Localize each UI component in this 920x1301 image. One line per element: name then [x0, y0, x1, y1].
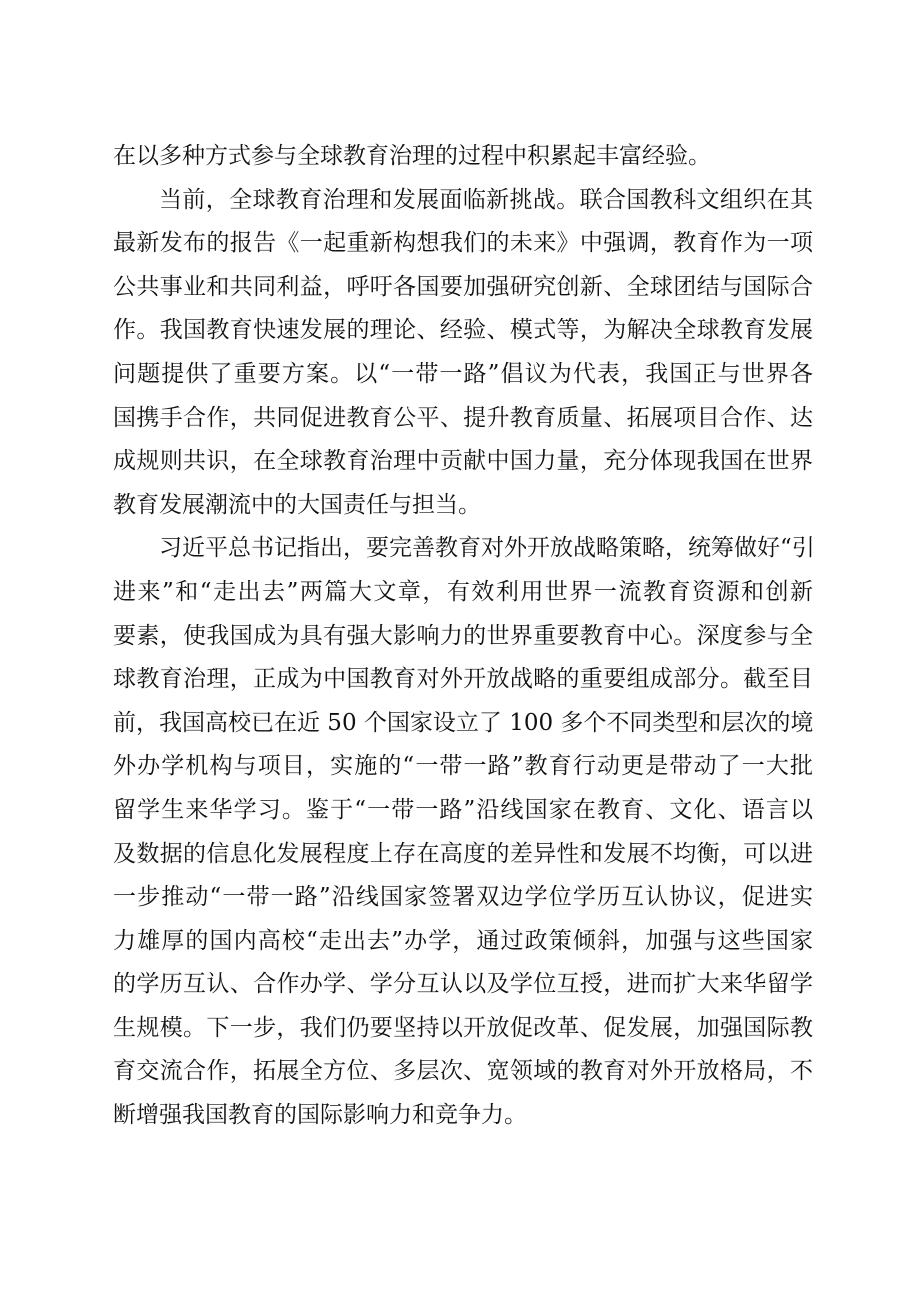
text-line: 断增强我国教育的国际影响力和竞争力。 — [113, 1102, 527, 1129]
text-line: 留学生来华学习。鉴于“一带一路”沿线国家在教育、文化、语言以 — [113, 796, 813, 823]
text-line: 的学历互认、合作办学、学分互认以及学位互授，进而扩大来华留学 — [113, 971, 813, 998]
paragraph-1 — [113, 135, 813, 179]
text-line: 国携手合作，共同促进教育公平、提升教育质量、拓展项目合作、达 — [113, 404, 813, 431]
text-line: 进来”和“走出去”两篇大文章，有效利用世界一流教育资源和创新 — [113, 578, 813, 605]
text-line: 育交流合作，拓展全方位、多层次、宽领域的教育对外开放格局，不 — [113, 1058, 813, 1085]
text-line: 及数据的信息化发展程度上存在高度的差异性和发展不均衡，可以进 — [113, 840, 813, 867]
text-line: 成规则共识，在全球教育治理中贡献中国力量，充分体现我国在世界 — [113, 448, 813, 475]
paragraph-3 — [113, 527, 813, 1137]
text-line: 力雄厚的国内高校“走出去”办学，通过政策倾斜，加强与这些国家 — [113, 927, 813, 954]
text-line: 最新发布的报告《一起重新构想我们的未来》中强调，教育作为一项 — [113, 230, 813, 257]
text-line: 习近平总书记指出，要完善教育对外开放战略策略，统筹做好“引 — [159, 535, 815, 562]
text-line: 外办学机构与项目，实施的“一带一路”教育行动更是带动了一大批 — [113, 753, 813, 780]
body-text — [113, 135, 813, 1138]
paragraph-2 — [113, 179, 813, 528]
text-line: 生规模。下一步，我们仍要坚持以开放促改革、促发展，加强国际教 — [113, 1014, 813, 1041]
text-line: 在以多种方式参与全球教育治理的过程中积累起丰富经验。 — [113, 143, 711, 169]
text-line: 作。我国教育快速发展的理论、经验、模式等，为解决全球教育发展 — [113, 317, 813, 344]
text-line: 教育发展潮流中的大国责任与担当。 — [113, 491, 481, 518]
text-line: 当前，全球教育治理和发展面临新挑战。联合国教科文组织在其 — [159, 186, 813, 213]
text-line: 问题提供了重要方案。以“一带一路”倡议为代表，我国正与世界各 — [113, 360, 813, 387]
text-line: 球教育治理，正成为中国教育对外开放战略的重要组成部分。截至目 — [113, 666, 813, 693]
text-line: 要素，使我国成为具有强大影响力的世界重要教育中心。深度参与全 — [113, 622, 813, 649]
text-line: 前，我国高校已在近 50 个国家设立了 100 多个不同类型和层次的境 — [113, 709, 814, 736]
text-line: 公共事业和共同利益，呼吁各国要加强研究创新、全球团结与国际合 — [113, 273, 813, 300]
text-line: 一步推动“一带一路”沿线国家签署双边学位学历互认协议，促进实 — [113, 884, 813, 911]
